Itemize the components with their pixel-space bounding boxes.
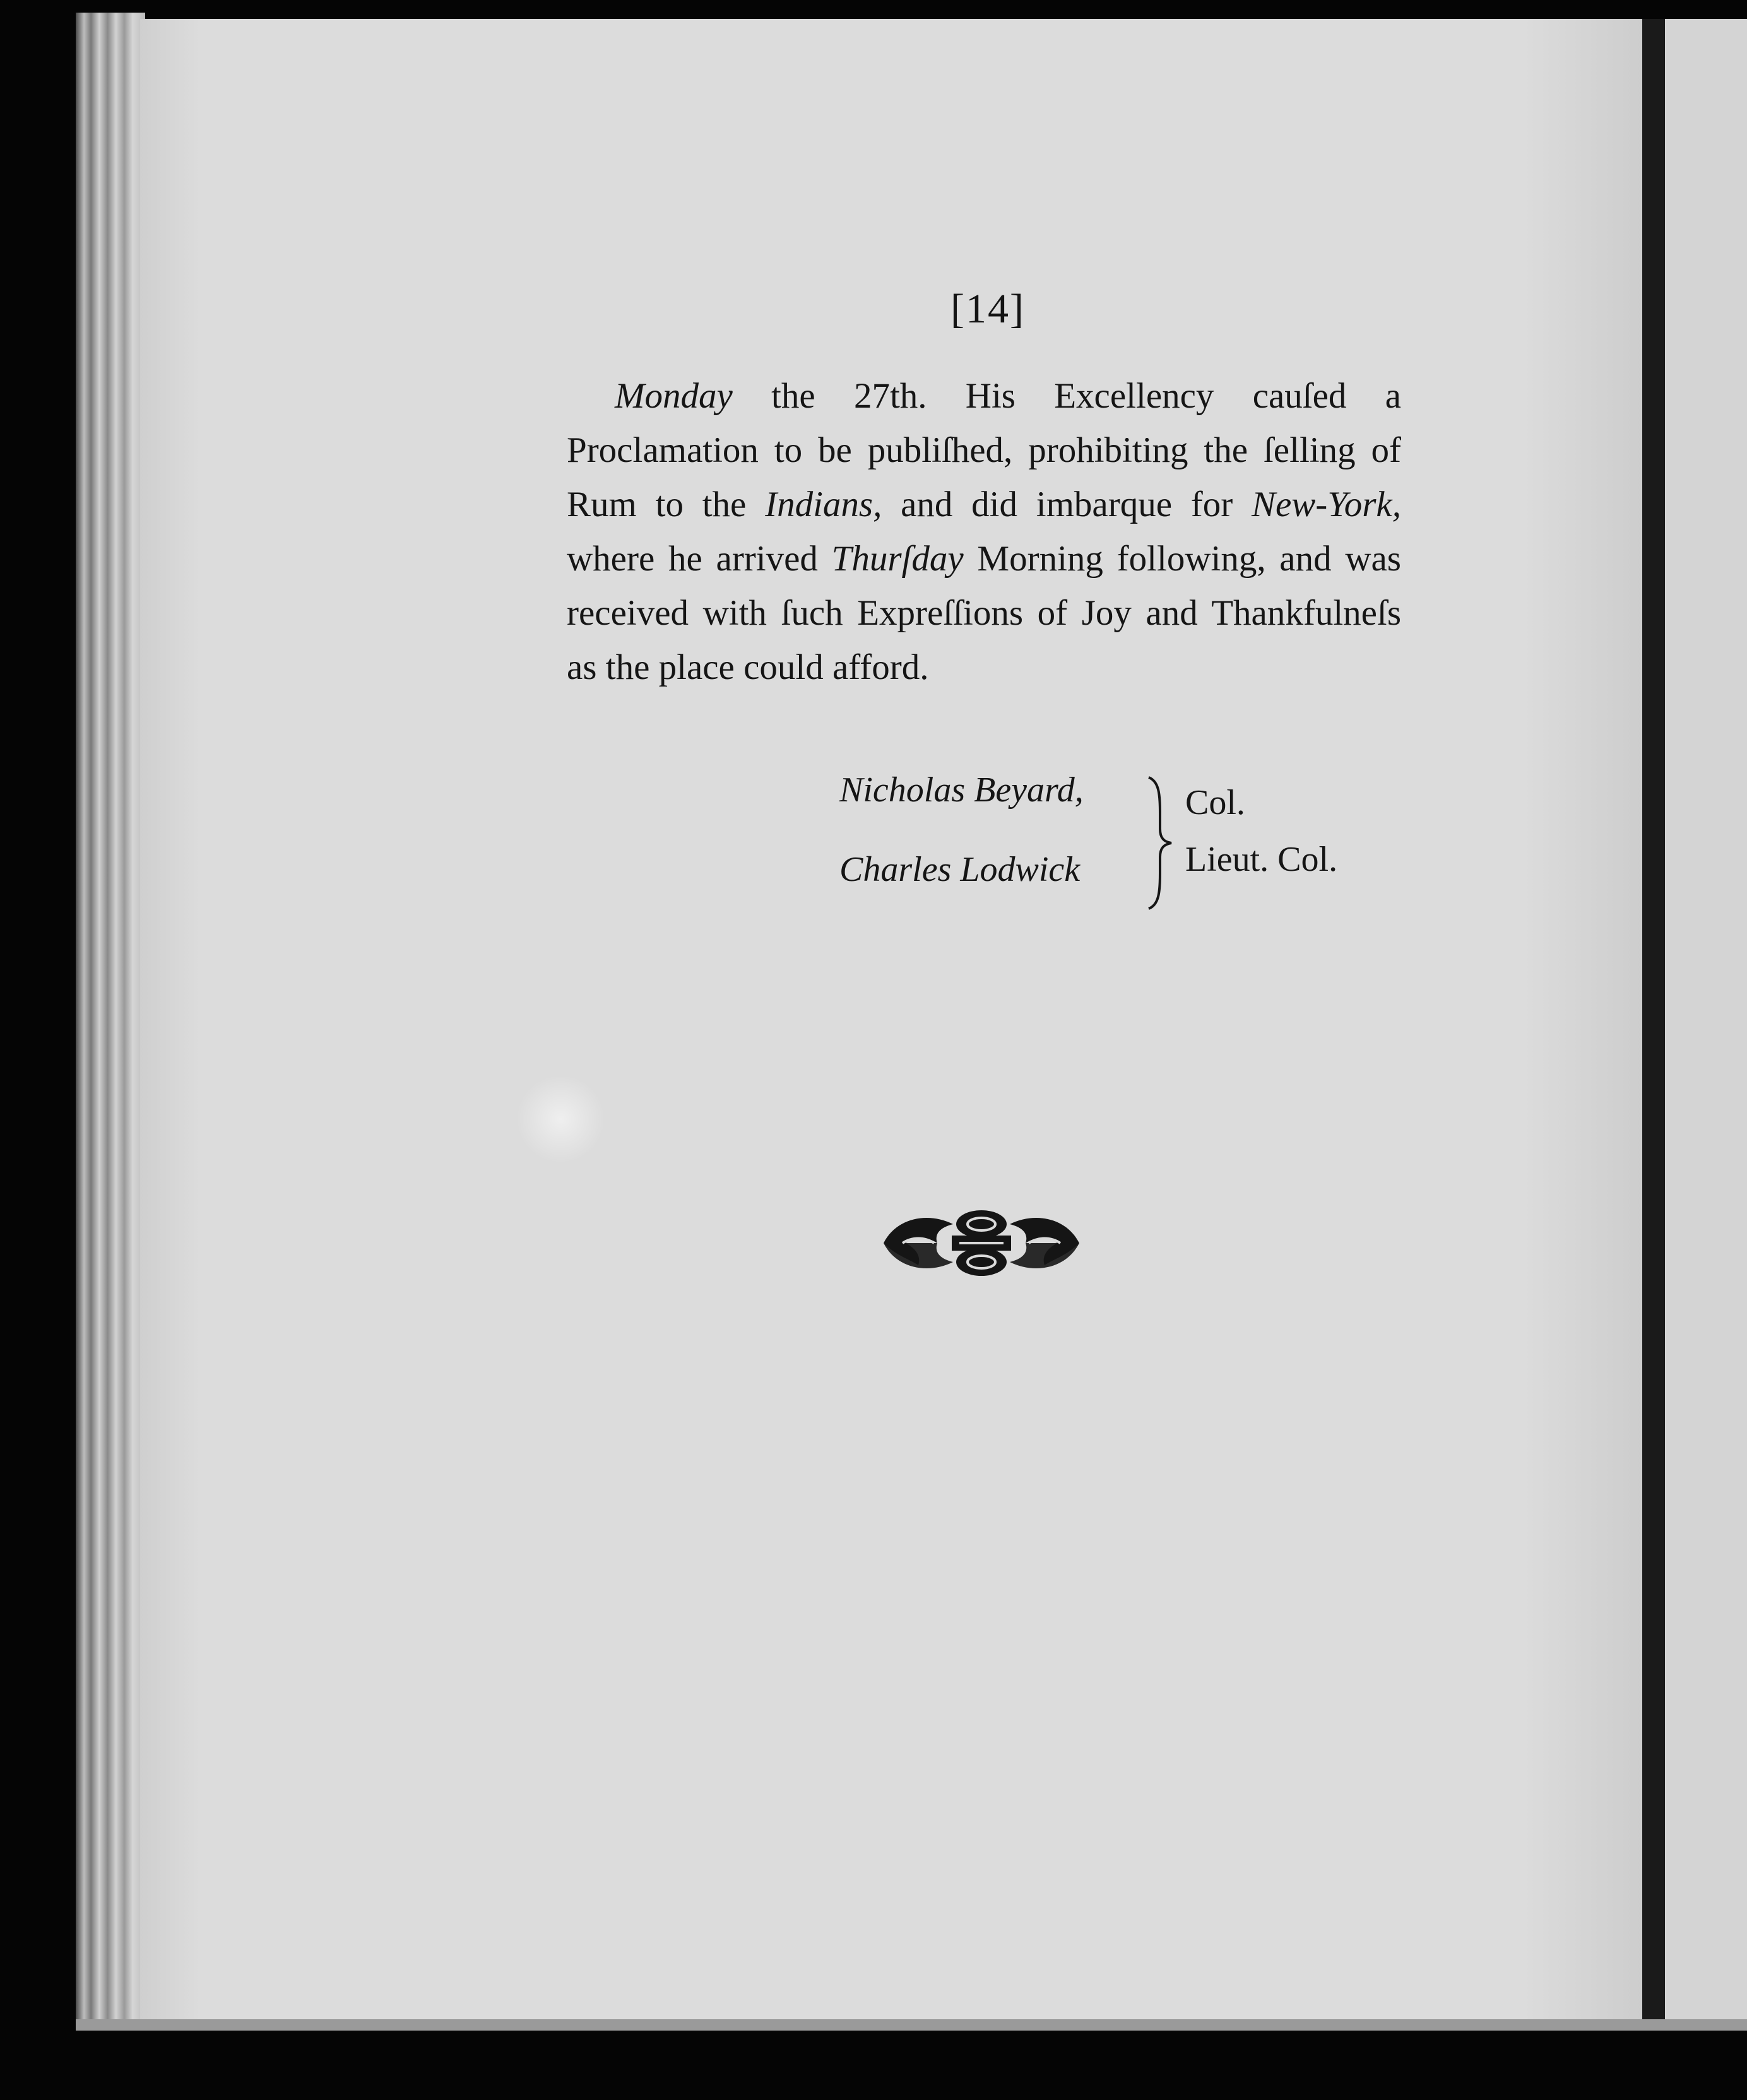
book-cover-edge — [76, 13, 145, 2026]
facing-page-edge — [1665, 19, 1747, 2019]
paragraph-text-3: where he arrived — [567, 539, 832, 579]
curly-brace-icon — [1142, 775, 1180, 911]
signatory-name-2: Charles Lodwick — [839, 850, 1081, 889]
indians-word: Indians, — [765, 485, 882, 524]
signatory-rank-2: Lieut. Col. — [1185, 840, 1338, 879]
paragraph-text-4: Morning following, and was received with ſuch Expreſſions of Joy and Thankfulneſs as the place could afford. — [567, 539, 1401, 687]
book-gutter — [1642, 19, 1665, 2019]
signatory-name-1: Nicholas Beyard, — [839, 770, 1084, 810]
signature-block — [839, 770, 1407, 909]
new-york-word: New-York, — [1251, 485, 1401, 524]
decorative-ornament-icon — [877, 1199, 1086, 1287]
thursday-word: Thurſday — [831, 539, 964, 579]
paragraph-text-2: and did imbarque for — [882, 485, 1252, 524]
signatory-rank-1: Col. — [1185, 783, 1245, 822]
book-page — [140, 19, 1642, 2019]
day-name: Monday — [615, 376, 733, 416]
page-bottom-edge — [76, 2019, 1747, 2031]
body-paragraph — [567, 369, 1401, 695]
page-number: [14] — [950, 286, 1025, 332]
paragraph-text-1: the 27th. His Excellency cauſed a Proclamation to be publiſhed, prohibiting the ſelling of Rum to the — [567, 376, 1401, 524]
